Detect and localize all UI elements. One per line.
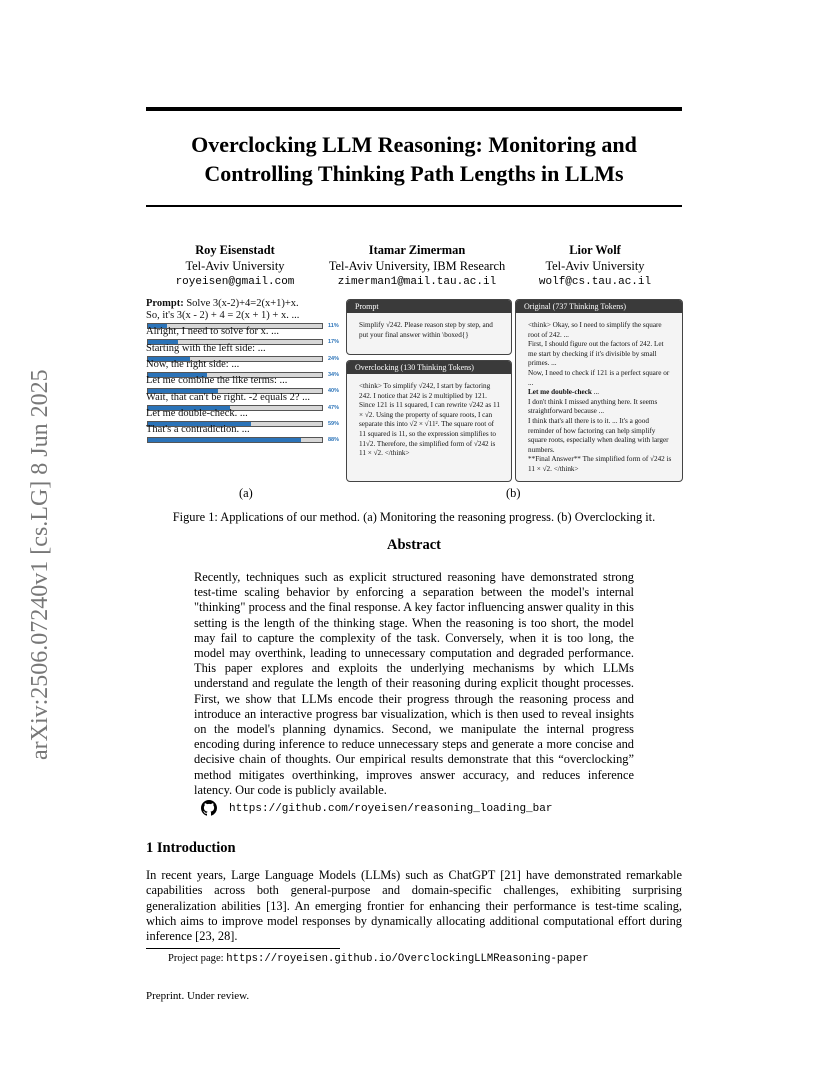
prompt-panel-body: Simplify √242. Please reason step by step, and put your final answer within \boxed{}	[359, 321, 493, 339]
figure-a-label: (a)	[239, 486, 253, 500]
title-line-1: Overclocking LLM Reasoning: Monitoring and	[191, 132, 637, 157]
progress-bar-fill	[148, 438, 301, 442]
prompt-panel	[346, 299, 512, 355]
original-panel-header: Original (737 Thinking Tokens)	[516, 300, 682, 313]
code-repository-link[interactable]: https://github.com/royeisen/reasoning_loading_bar	[229, 803, 553, 815]
prompt-line	[146, 298, 299, 310]
prompt-panel-header: Prompt	[347, 300, 511, 313]
reasoning-step-text: That's a contradiction. ...	[146, 424, 250, 436]
author-email: zimerman1@mail.tau.ac.il	[337, 276, 497, 288]
title-top-rule	[146, 107, 682, 111]
overclocking-panel-body: <think> To simplify √242, I start by factoring 242. I notice that 242 is 2 multiplied by 121. Since 121 is 11 squared, I can rewrite √242 as 11 × √2. Using the property of square roots, I can separate this into √2 × √11². The square root of 11 squared is 11, so the expression simplifies to 11√2. Therefore, the simplified form of √242 is 11 × √2. </think>	[359, 382, 500, 458]
reasoning-step-text: Alright, I need to solve for x. ...	[146, 326, 279, 338]
introduction-body: In recent years, Large Language Models (LLMs) such as ChatGPT [21] have demonstrated remarkable capabilities across both general-purpose and domain-specific challenges, exhibiting surprising generalization abilities [13]. An emerging frontier for enhancing their performance is test-time scaling, which aims to improve model responses by dynamically allocating additional computational effort during inference [23, 28].	[146, 868, 682, 944]
progress-percentage: 11%	[328, 323, 339, 329]
author-affiliation: Tel-Aviv University	[185, 259, 285, 273]
original-text-line: I don't think I missed anything here. It seems straightforward because ...	[528, 397, 658, 416]
original-text-line	[528, 388, 672, 398]
project-page-link[interactable]: https://royeisen.github.io/OverclockingLLMReasoning-paper	[226, 953, 589, 965]
progress-percentage: 24%	[328, 355, 340, 362]
arxiv-identifier	[17, 310, 57, 760]
original-bold-text: Let me double-check	[528, 388, 592, 397]
arxiv-identifier-text: arXiv:2506.07240v1 [cs.LG] 8 Jun 2025	[27, 369, 53, 760]
prompt-text: Solve 3(x-2)+4=2(x+1)+x.	[186, 298, 299, 309]
reasoning-step-text: Starting with the left side: ...	[146, 342, 266, 354]
original-text-line: I think that's all there is to it. ... It's a good reminder of how factoring can help simplify square roots, especially when dealing with larger numbers.	[528, 416, 669, 454]
footnote-rule	[146, 948, 340, 949]
original-text-line: First, I should figure out the factors of 242. Let me start by checking if it's divisible by small primes. ...	[528, 340, 664, 368]
progress-percentage: 17%	[328, 339, 340, 346]
title-bottom-rule	[146, 205, 682, 207]
section-heading-introduction: 1 Introduction	[146, 840, 236, 856]
progress-bar	[147, 437, 323, 443]
author-name: Itamar Zimerman	[368, 243, 466, 257]
progress-percentage: 47%	[328, 404, 340, 411]
original-text-line: **Final Answer** The simplified form of √242 is 11 × √2. </think>	[528, 455, 672, 473]
author-block	[160, 242, 310, 290]
progress-percentage: 88%	[328, 437, 340, 444]
progress-percentage: 34%	[328, 371, 340, 378]
prompt-label: Prompt:	[146, 298, 184, 309]
figure-a-progress-monitor	[146, 298, 342, 484]
paper-title	[146, 130, 682, 188]
author-affiliation: Tel-Aviv University	[545, 259, 645, 273]
original-text-line: <think> Okay, so I need to simplify the square root of 242. ...	[528, 321, 662, 339]
original-panel	[515, 299, 683, 482]
overclocking-panel-header: Overclocking (130 Thinking Tokens)	[347, 361, 511, 374]
author-affiliation: Tel-Aviv University, IBM Research	[328, 259, 506, 273]
original-text-suffix: ...	[591, 388, 600, 397]
github-icon	[201, 800, 217, 816]
progress-percentage: 59%	[328, 420, 340, 427]
progress-percentage: 40%	[328, 388, 340, 395]
reasoning-step-text: Let me double-check. ...	[146, 407, 248, 419]
figure-caption: Figure 1: Applications of our method. (a) Monitoring the reasoning progress. (b) Overclocking it.	[172, 510, 656, 524]
title-line-2: Controlling Thinking Path Lengths in LLMs	[204, 161, 624, 186]
reasoning-step-text: So, it's 3(x - 2) + 4 = 2(x + 1) + x. ...	[146, 310, 300, 321]
author-email: wolf@cs.tau.ac.il	[538, 276, 652, 288]
preprint-notice: Preprint. Under review.	[146, 990, 250, 1002]
original-text-line: Now, I need to check if 121 is a perfect square or ...	[528, 368, 670, 387]
author-block	[322, 242, 512, 290]
reasoning-step-text: Wait, that can't be right. -2 equals 2? ...	[146, 391, 311, 403]
footnote-label: Project page:	[168, 953, 227, 964]
author-name: Roy Eisenstadt	[195, 243, 275, 257]
overclocking-panel	[346, 360, 512, 482]
author-email: royeisen@gmail.com	[175, 276, 295, 288]
author-block	[520, 242, 670, 290]
abstract-heading: Abstract	[387, 537, 441, 553]
abstract-body: Recently, techniques such as explicit structured reasoning have demonstrated strong test-time scaling behavior by enforcing a separation between the model's internal "thinking" process and the final response. A key factor influencing answer quality in this setting is the length of the thinking stage. When the reasoning is too short, the model may fail to capture the complexity of the task. Conversely, when it is too long, the model may overthink, leading to unnecessary computation and degraded performance. This paper explores and exploits the underlying mechanisms by which LLMs understand and regulate the length of their reasoning during explicit thought processes. First, we show that LLMs encode their progress through the reasoning process and introduce an interactive progress bar visualization, which is then used to reveal insights on the model's planning dynamics. Second, we manipulate the internal progress encoding during inference to reduce unnecessary steps and generate a more concise and decisive chain of thoughts. Our empirical results demonstrate that this “overclocking” method mitigates overthinking, improves answer accuracy, and reduces inference latency. Our code is publicly available.	[194, 570, 634, 797]
author-name: Lior Wolf	[569, 243, 621, 257]
figure-b-label: (b)	[506, 486, 521, 500]
original-panel-body	[516, 313, 682, 475]
reasoning-step-text: Let me combine the like terms: ...	[146, 375, 288, 387]
reasoning-step-text: Now, the right side: ...	[146, 358, 240, 370]
footnote	[168, 953, 589, 965]
